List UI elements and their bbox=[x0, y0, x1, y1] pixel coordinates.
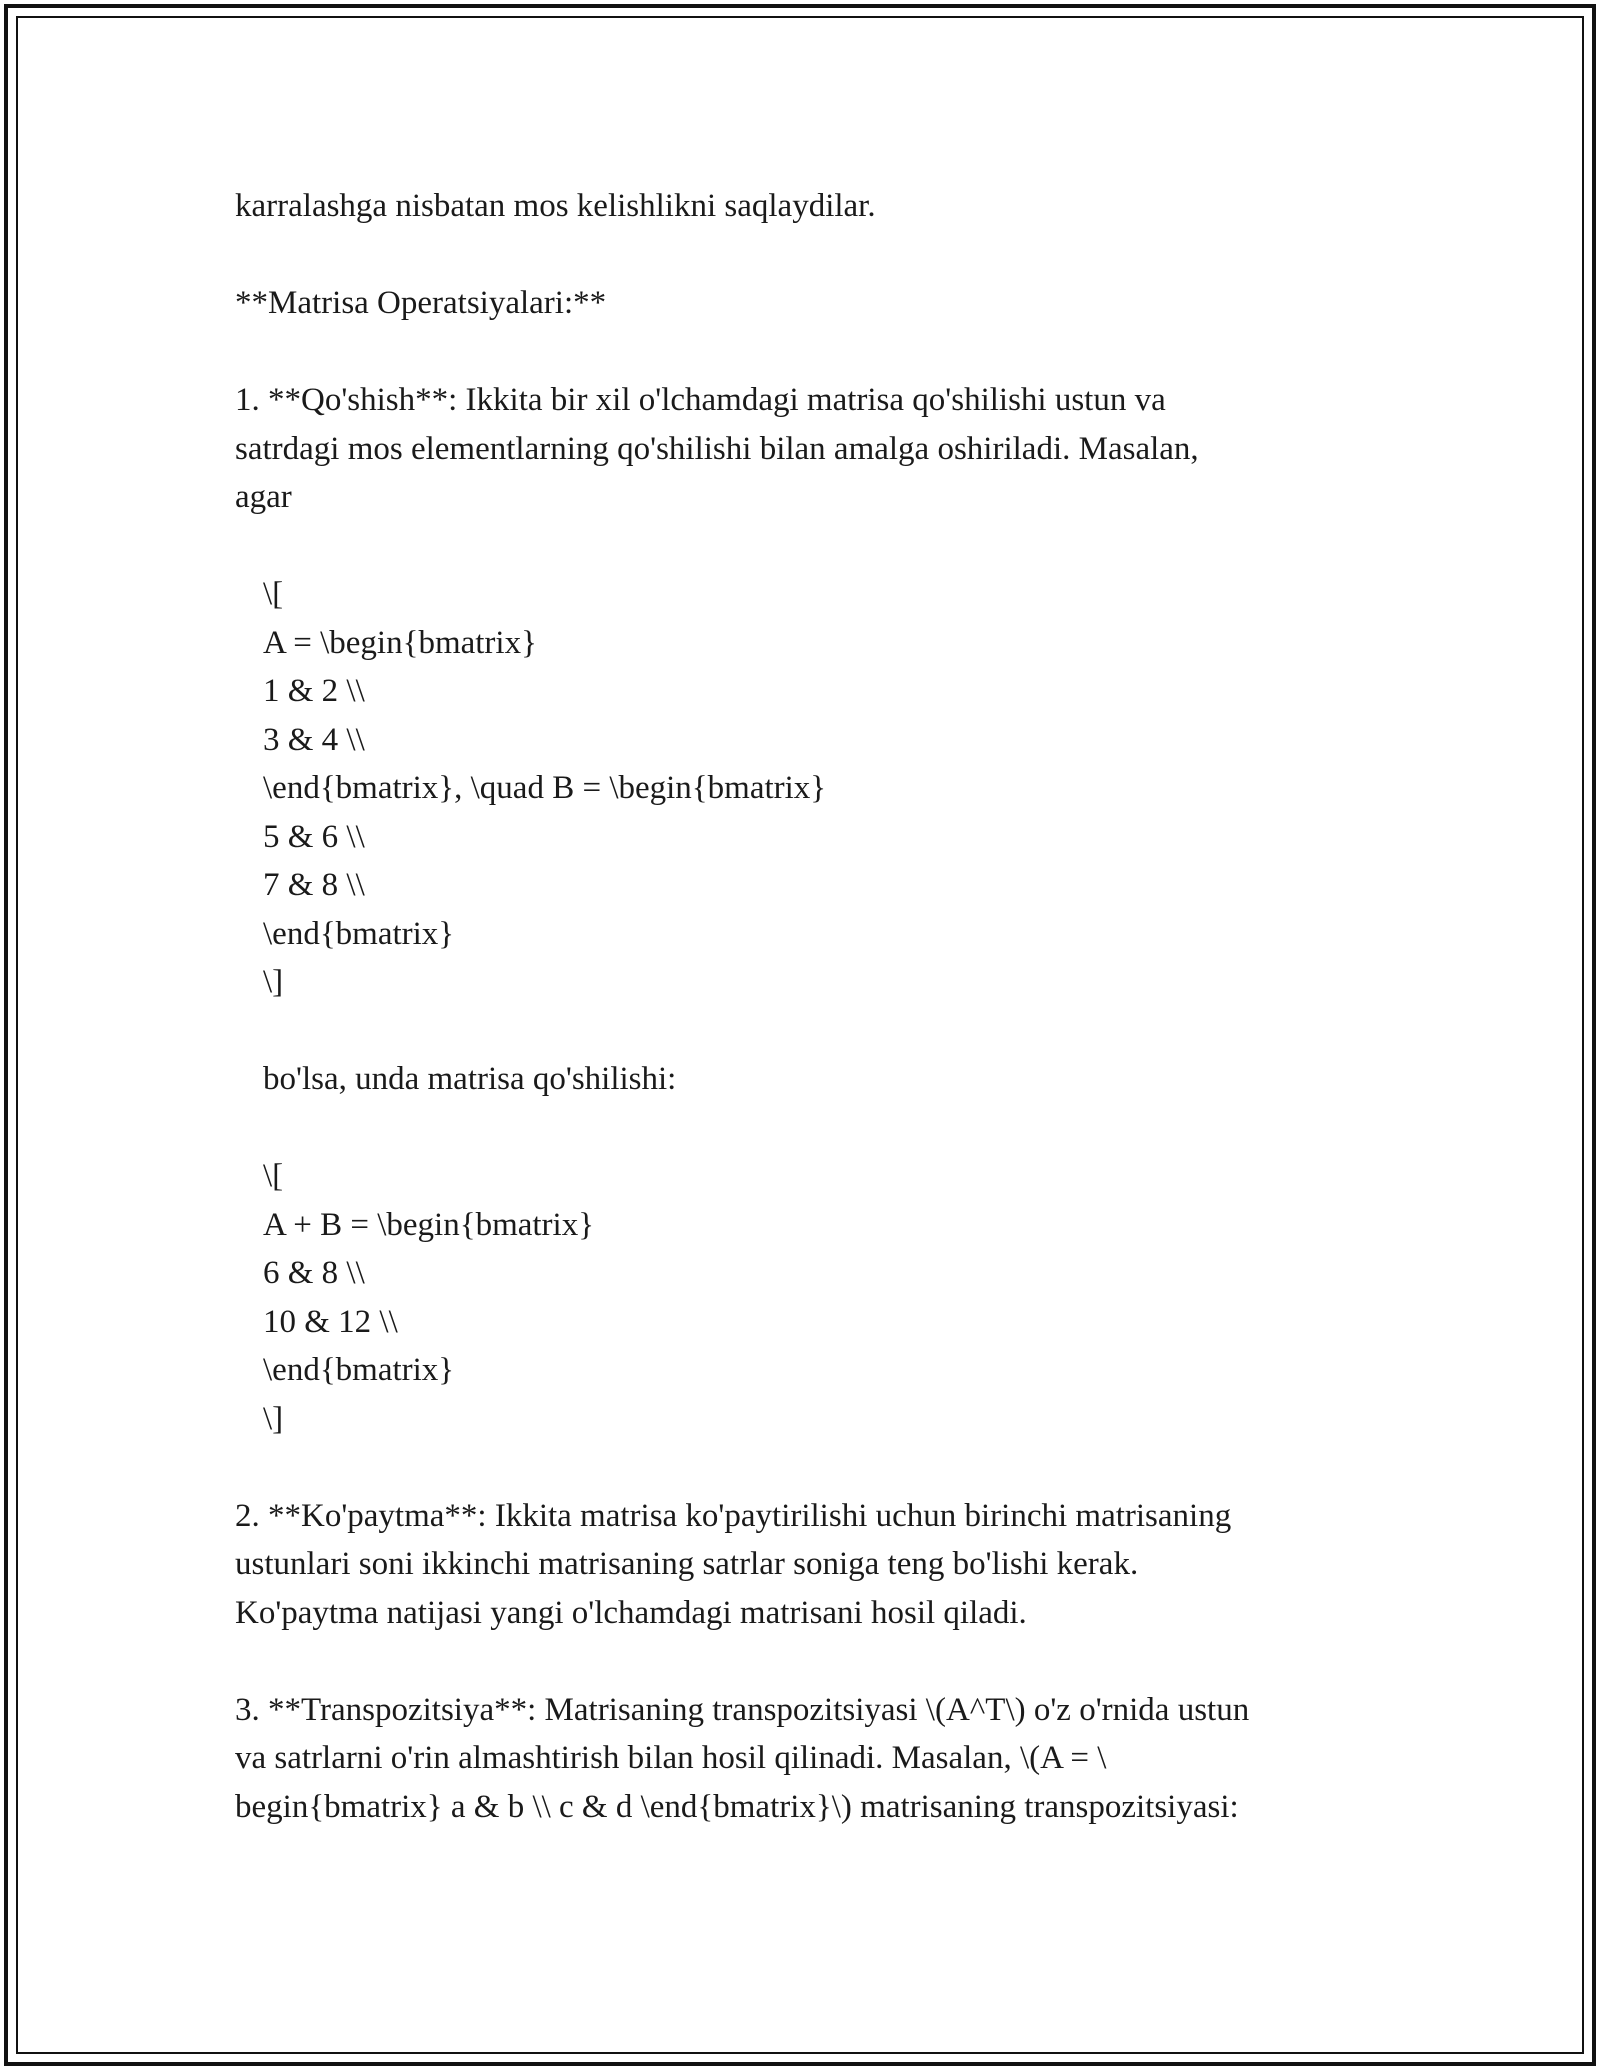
text-line: karralashga nisbatan mos kelishlikni saqlaydilar. bbox=[235, 188, 876, 224]
text-line: **Matrisa Operatsiyalari:** bbox=[235, 285, 607, 321]
text-line: 6 & 8 \\ bbox=[263, 1255, 365, 1291]
text-line: agar bbox=[235, 479, 292, 515]
text-line: \[ bbox=[263, 576, 284, 612]
text-line: 7 & 8 \\ bbox=[263, 867, 365, 903]
text-line: 10 & 12 \\ bbox=[263, 1303, 398, 1340]
blank-line bbox=[235, 328, 1385, 377]
blank-line bbox=[235, 1104, 1385, 1153]
text-line: \end{bmatrix}, \quad B = \begin{bmatrix} bbox=[263, 770, 827, 806]
text-line: va satrlarni o'rin almashtirish bilan hosil qilinadi. Masalan, \(A = \ bbox=[235, 1740, 1107, 1776]
text-line: 1 & 2 \\ bbox=[263, 673, 365, 709]
text-line: A = \begin{bmatrix} bbox=[263, 624, 537, 661]
text-line: \] bbox=[263, 1400, 284, 1437]
text-line: \end{bmatrix} bbox=[263, 1352, 455, 1388]
text-line: \end{bmatrix} bbox=[263, 915, 455, 952]
text-line: A + B = \begin{bmatrix} bbox=[263, 1206, 595, 1243]
text-line: Ko'paytma natijasi yangi o'lchamdagi matrisani hosil qiladi. bbox=[235, 1594, 1027, 1631]
blank-line bbox=[235, 522, 1385, 571]
blank-line bbox=[235, 231, 1385, 280]
text-line: 3. **Transpozitsiya**: Matrisaning transpozitsiyasi \(A^T\) o'z o'rnida ustun bbox=[235, 1691, 1250, 1728]
text-line: bo'lsa, unda matrisa qo'shilishi: bbox=[263, 1061, 677, 1097]
text-line: ustunlari soni ikkinchi matrisaning satrlar soniga teng bo'lishi kerak. bbox=[235, 1546, 1139, 1582]
document-body bbox=[235, 182, 1385, 1831]
text-line: 5 & 6 \\ bbox=[263, 818, 365, 855]
text-line: 3 & 4 \\ bbox=[263, 721, 365, 758]
blank-line bbox=[235, 1007, 1385, 1056]
text-line: 2. **Ko'paytma**: Ikkita matrisa ko'paytirilishi uchun birinchi matrisaning bbox=[235, 1497, 1232, 1534]
text-line: satrdagi mos elementlarning qo'shilishi bilan amalga oshiriladi. Masalan, bbox=[235, 430, 1199, 467]
blank-line bbox=[235, 1637, 1385, 1686]
blank-line bbox=[235, 1443, 1385, 1492]
text-line: 1. **Qo'shish**: Ikkita bir xil o'lchamdagi matrisa qo'shilishi ustun va bbox=[235, 382, 1166, 418]
text-line: \[ bbox=[263, 1158, 284, 1194]
text-line: begin{bmatrix} a & b \\ c & d \end{bmatrix}\) matrisaning transpozitsiyasi: bbox=[235, 1788, 1239, 1825]
text-line: \] bbox=[263, 964, 284, 1000]
